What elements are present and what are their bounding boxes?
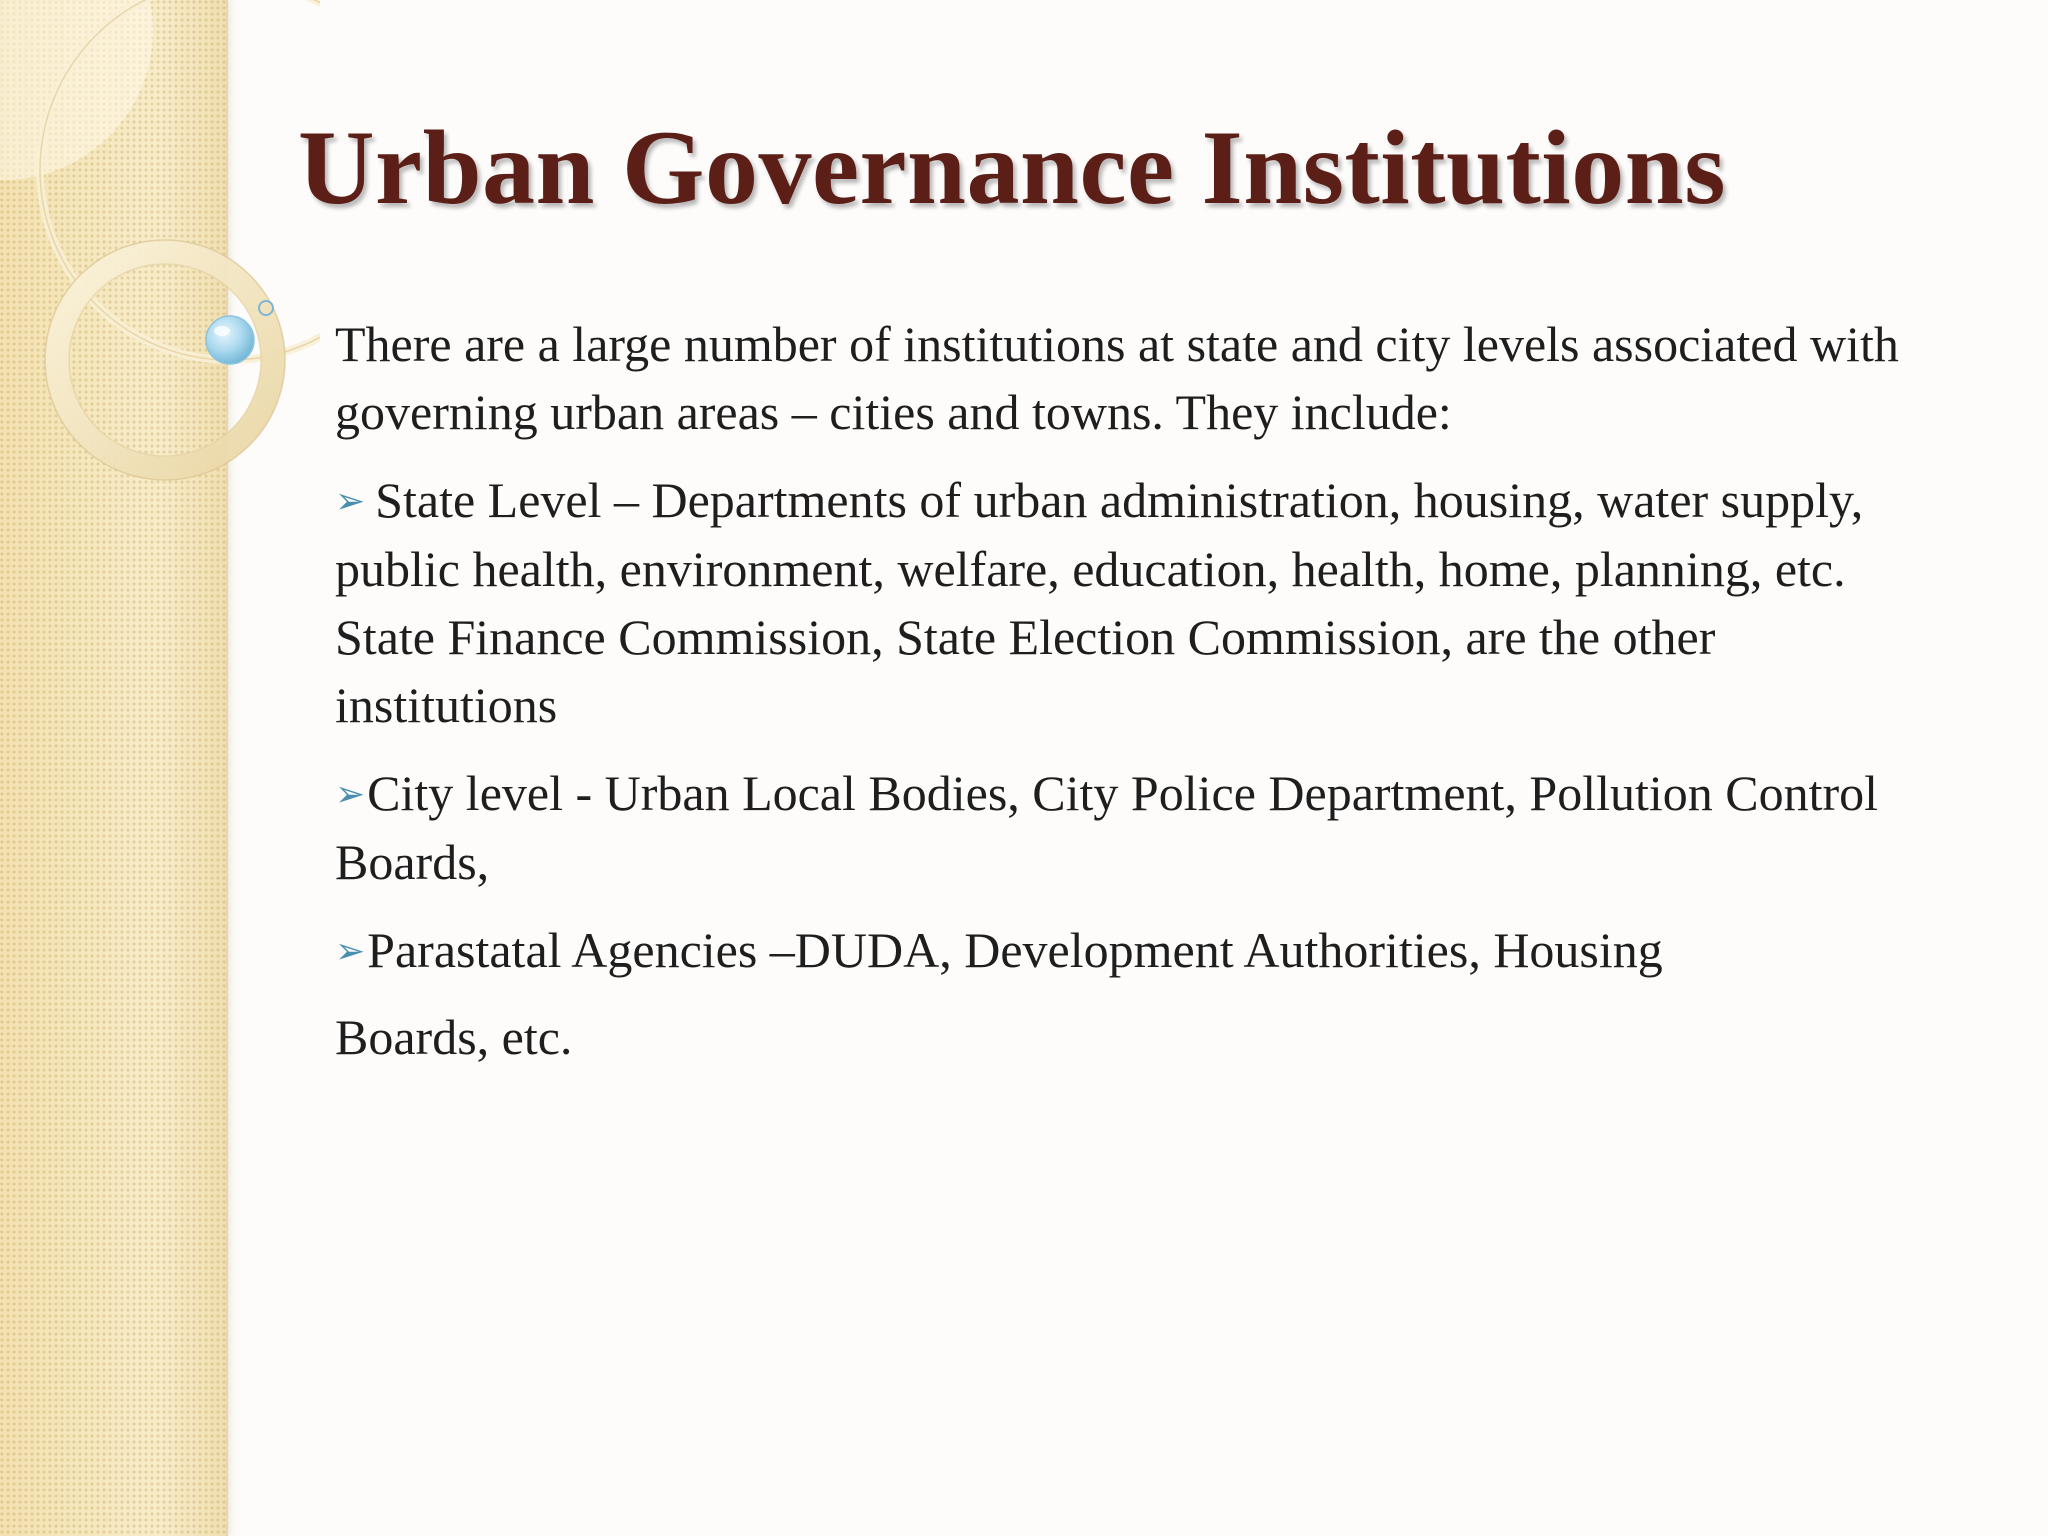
slide-body bbox=[335, 310, 1935, 1091]
bullet-text: Parastatal Agencies –DUDA, Development Authorities, Housing bbox=[367, 922, 1663, 978]
bullet-item-city-level bbox=[335, 759, 1935, 896]
decorative-rings-graphic bbox=[0, 0, 320, 520]
bullet-text: City level - Urban Local Bodies, City Police Department, Pollution Control Boards, bbox=[335, 765, 1879, 890]
bullet-text: State Level – Departments of urban administration, housing, water supply, public health, environment, welfare, education, health, home, planning, etc. State Finance Commission, State Election Commission, are the other institutions bbox=[335, 472, 1864, 733]
bullet-item-parastatal bbox=[335, 916, 1935, 1071]
bullet-continuation-text: Boards, etc. bbox=[335, 1009, 573, 1065]
arrow-bullet-icon: ➢ bbox=[335, 931, 366, 971]
blue-bubble-icon bbox=[206, 316, 254, 364]
intro-paragraph: There are a large number of institutions at state and city levels associated with governing urban areas – cities and towns. They include: bbox=[335, 316, 1899, 440]
arrow-bullet-icon: ➢ bbox=[335, 774, 366, 814]
bullet-item-state-level bbox=[335, 466, 1935, 739]
arrow-bullet-icon: ➢ bbox=[335, 481, 366, 521]
slide-title: Urban Governance Institutions bbox=[298, 109, 1726, 226]
